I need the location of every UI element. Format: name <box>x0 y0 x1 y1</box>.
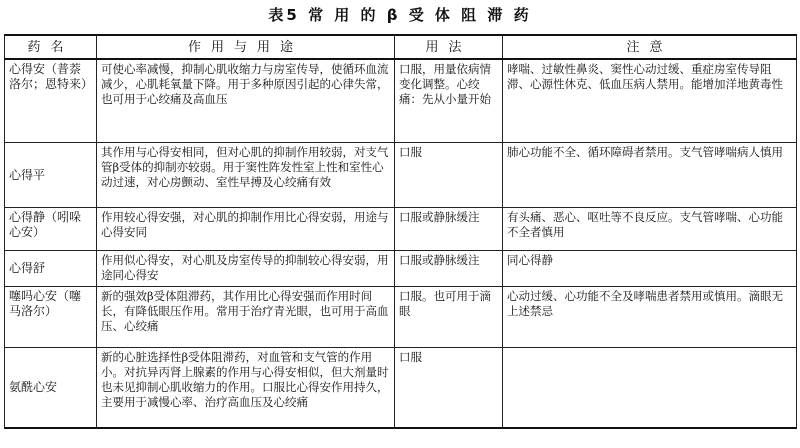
table-row <box>5 348 797 429</box>
usage-cell: 口服或静脉缓注 <box>395 208 503 251</box>
usage-cell: 口服。也可用于滴眼 <box>395 287 503 348</box>
note-cell: 哮喘、过敏性鼻炎、窦性心动过缓、重症房室传导阻滞、心源性休克、低血压病人禁用。能增加洋地黄毒性 <box>503 59 797 143</box>
beta-blocker-table <box>4 34 797 429</box>
table-header-row <box>5 35 797 59</box>
header-notes: 注意 <box>503 35 797 59</box>
table-row <box>5 208 797 251</box>
drug-name-cell: 心得平 <box>5 143 97 208</box>
table-row <box>5 143 797 208</box>
note-cell: 同心得静 <box>503 251 797 287</box>
table-row <box>5 59 797 143</box>
drug-name-cell: 心得静（吲哚心安） <box>5 208 97 251</box>
note-cell <box>503 348 797 429</box>
effect-cell: 作用似心得安，对心肌及房室传导的抑制较心得安弱，用途同心得安 <box>97 251 395 287</box>
note-cell: 有头痛、恶心、呕吐等不良反应。支气管哮喘、心功能不全者慎用 <box>503 208 797 251</box>
table-row <box>5 251 797 287</box>
effect-cell: 新的心脏选择性β受体阻滞药，对血管和支气管的作用小。对抗异丙肾上腺素的作用与心得安相似，但大剂量时也未见抑制心肌收缩力的作用。口服比心得安作用持久，主要用于减慢心率、治疗高血压及心绞痛 <box>97 348 395 429</box>
effect-cell: 可使心率减慢，抑制心肌收缩力与房室传导，使循环血流减少，心肌耗氧量下降。用于多种原因引起的心律失常，也可用于心绞痛及高血压 <box>97 59 395 143</box>
usage-cell: 口服，用量依病情变化调整。心绞痛：先从小量开始 <box>395 59 503 143</box>
drug-name-cell: 噻吗心安（噻马洛尔） <box>5 287 97 348</box>
header-drug-name: 药名 <box>5 35 97 59</box>
usage-cell: 口服 <box>395 348 503 429</box>
effect-cell: 作用较心得安强，对心肌的抑制作用比心得安弱，用途与心得安同 <box>97 208 395 251</box>
effect-cell: 其作用与心得安相同，但对心肌的抑制作用较弱，对支气管β受体的抑制亦较弱。用于窦性阵发性室上性和室性心动过速，对心房颤动、室性早搏及心绞痛有效 <box>97 143 395 208</box>
drug-name-cell: 氨酰心安 <box>5 348 97 429</box>
note-cell: 肺心功能不全、循环障碍者禁用。支气管哮喘病人慎用 <box>503 143 797 208</box>
table-title: 表5 常 用 的 β 受 体 阻 滞 药 <box>268 6 532 24</box>
drug-name-cell: 心得舒 <box>5 251 97 287</box>
effect-cell: 新的强效β受体阻滞药，其作用比心得安强而作用时间长，有降低眼压作用。常用于治疗青光眼，也可用于高血压、心绞痛 <box>97 287 395 348</box>
usage-cell: 口服 <box>395 143 503 208</box>
note-cell: 心动过缓、心功能不全及哮喘患者禁用或慎用。滴眼无上述禁忌 <box>503 287 797 348</box>
usage-cell: 口服或静脉缓注 <box>395 251 503 287</box>
header-usage: 用法 <box>395 35 503 59</box>
header-effect-use: 作用与用途 <box>97 35 395 59</box>
table-row <box>5 287 797 348</box>
drug-name-cell: 心得安（普萘洛尔；恩特来） <box>5 59 97 143</box>
